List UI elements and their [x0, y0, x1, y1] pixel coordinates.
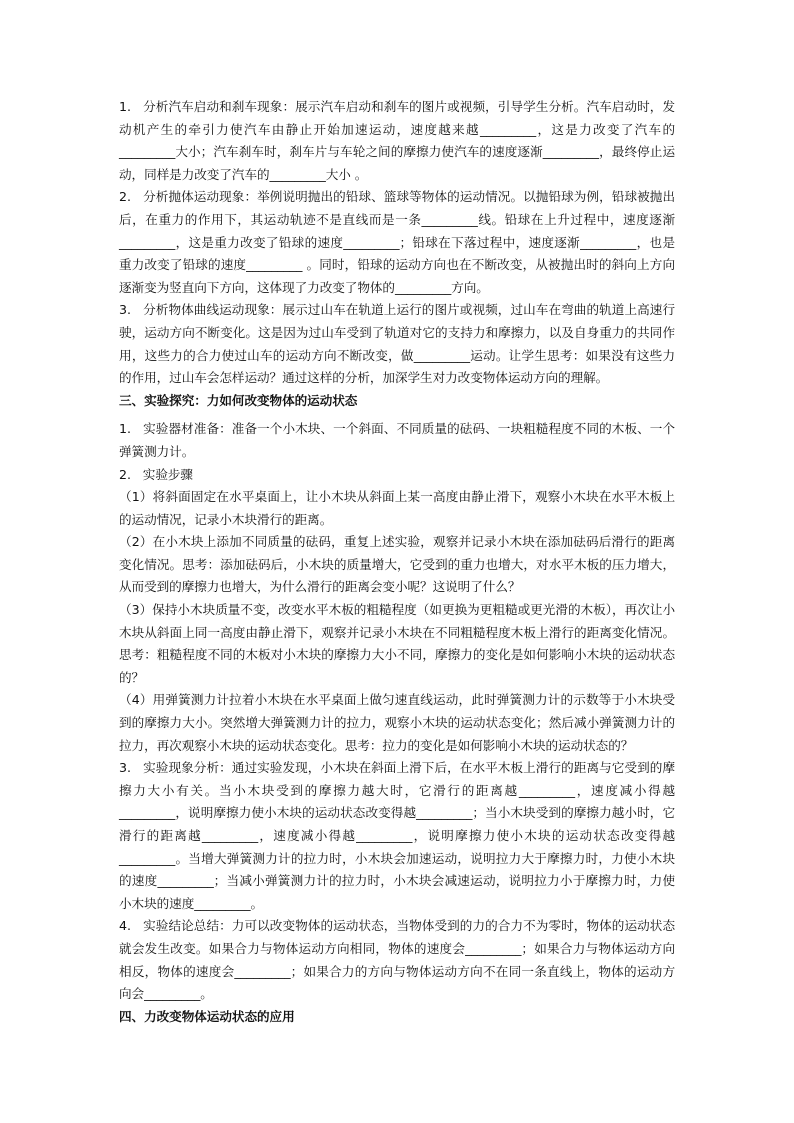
- paragraph-car-start-brake: 1. 分析汽车启动和刹车现象：展示汽车启动和刹车的图片或视频，引导学生分析。汽车启动时，发动机产生的牵引力使汽车由静止开始加速运动，速度越来越_________，这是力改变了汽车的_________大小；汽车刹车时，刹车片与车轮之间的摩擦力使汽车的速度逐渐_________，最终停止运动，同样是力改变了汽车的_________大小 。: [119, 99, 675, 182]
- paragraph-curved-motion: 3. 分析物体曲线运动现象：展示过山车在轨道上运行的图片或视频，过山车在弯曲的轨道上高速行驶，运动方向不断变化。这是因为过山车受到了轨道对它的支持力和摩擦力，以及自身重力的共同作用，这些力的合力使过山车的运动方向不断改变，做_________运动。让学生思考：如果没有这些力的作用，过山车会怎样运动？通过这样的分析，加深学生对力改变物体运动方向的理解。: [119, 302, 675, 386]
- paragraph-conclusion: 4. 实验结论总结：力可以改变物体的运动状态，当物体受到的力的合力不为零时，物体的运动状态就会发生改变。如果合力与物体运动方向相同，物体的速度会_________；如果合力与物体运动方向相反，物体的速度会_________；如果合力的方向与物体运动方向不在同一条直线上，物体的运动方向会_________。: [119, 918, 675, 1002]
- document-body: [119, 96, 675, 1028]
- paragraph-projectile-motion: 2. 分析抛体运动现象：举例说明抛出的铅球、篮球等物体的运动情况。以抛铅球为例，铅球被抛出后，在重力的作用下，其运动轨迹不是直线而是一条_________线。铅球在上升过程中，速度逐渐_________，这是重力改变了铅球的速度_________；铅球在下落过程中，速度逐渐_________，也是重力改变了铅球的速度_________ 。同时，铅球的运动方向也在不断改变，从被抛出时的斜向上方向逐渐变为竖直向下方向，这体现了力改变了物体的_________方向。: [119, 189, 675, 295]
- paragraph-steps-title: 2. 实验步骤: [119, 466, 193, 482]
- paragraph-equipment: 1. 实验器材准备：准备一个小木块、一个斜面、不同质量的砝码、一块粗糙程度不同的木板、一个弹簧测力计。: [119, 421, 675, 459]
- paragraph-step-2: （2）在小木块上添加不同质量的砝码，重复上述实验，观察并记录小木块在添加砝码后滑行的距离变化情况。思考：添加砝码后，小木块的质量增大，它受到的重力也增大，对水平木板的压力增大，从而受到的摩擦力也增大，为什么滑行的距离会变小呢？这说明了什么？: [119, 534, 675, 595]
- section-heading-experiment: 三、实验探究：力如何改变物体的运动状态: [119, 392, 358, 408]
- paragraph-step-1: （1）将斜面固定在水平桌面上，让小木块从斜面上某一高度由静止滑下，观察小木块在水平木板上的运动情况，记录小木块滑行的距离。: [119, 489, 675, 527]
- paragraph-step-3: （3）保持小木块质量不变，改变水平木板的粗糙程度（如更换为更粗糙或更光滑的木板），再次让小木块从斜面上同一高度由静止滑下，观察并记录小木块在不同粗糙程度木板上滑行的距离变化情况。思考：粗糙程度不同的木板对小木块的摩擦力大小不同，摩擦力的变化是如何影响小木块的运动状态的？: [119, 602, 675, 685]
- section-heading-application: 四、力改变物体运动状态的应用: [119, 1008, 295, 1024]
- paragraph-step-4: （4）用弹簧测力计拉着小木块在水平桌面上做匀速直线运动，此时弹簧测力计的示数等于小木块受到的摩擦力大小。突然增大弹簧测力计的拉力，观察小木块的运动状态变化；然后减小弹簧测力计的拉力，再次观察小木块的运动状态变化。思考：拉力的变化是如何影响小木块的运动状态的？: [119, 692, 675, 753]
- paragraph-analysis: 3. 实验现象分析：通过实验发现，小木块在斜面上滑下后，在水平木板上滑行的距离与它受到的摩擦力大小有关。当小木块受到的摩擦力越大时，它滑行的距离越_________，速度减小得越_________，说明摩擦力使小木块的运动状态改变得越_________；当小木块受到的摩擦力越小时，它滑行的距离越_________，速度减小得越_________，说明摩擦力使小木块的运动状态改变得越_________。当增大弹簧测力计的拉力时，小木块会加速运动，说明拉力大于摩擦力时，力使小木块的速度_________；当减小弹簧测力计的拉力时，小木块会减速运动，说明拉力小于摩擦力时，力使小木块的速度_________。: [119, 760, 675, 911]
